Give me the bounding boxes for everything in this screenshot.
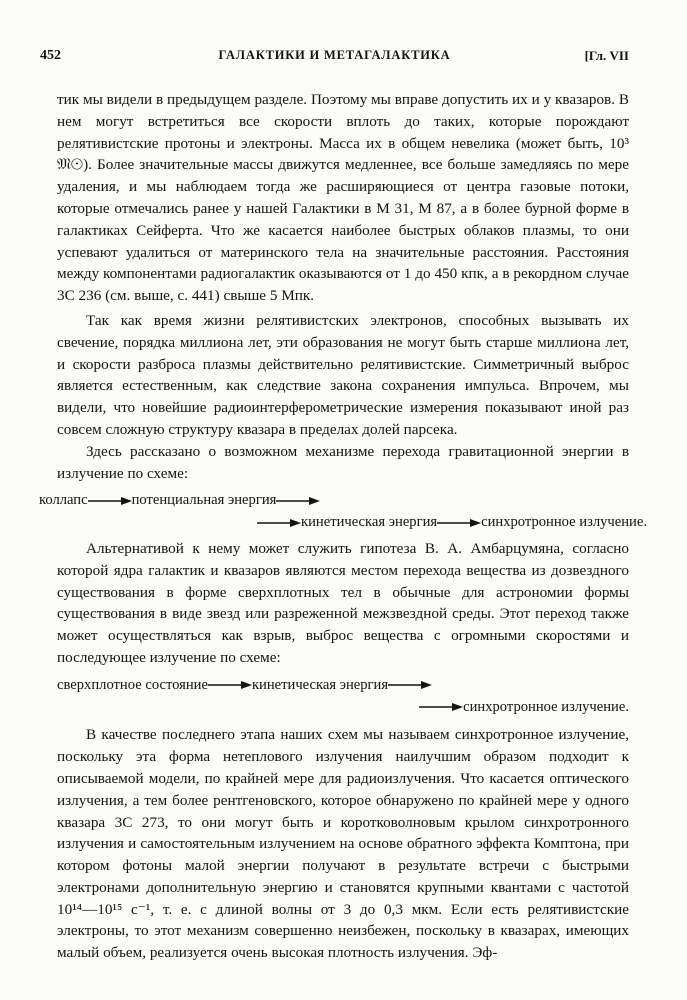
scheme-synchrotron: синхротронное излучение.	[463, 698, 629, 715]
scheme-potential-energy: потенциальная энергия	[131, 492, 277, 509]
paragraph-4: Альтернативой к нему может служить гипотеза В. А. Амбарцумяна, согласно которой ядра галактик и квазаров являются местом перехода вещества из дозвездного существования в форме сверхплотных тел в обычные для астрономии формы существования в виде звезд или разреженной межзвездной среды. Этот переход также может осуществляться как взрыв, выброс вещества с огромными скоростями и последующее излучение по схеме:	[57, 539, 629, 666]
arrow-right-icon	[88, 496, 132, 506]
paragraph-5: В качестве последнего этапа наших схем мы называем синхротронное излучение, поскольку эта форма нетеплового излучения наилучшим образом подходит к описываемой модели, по крайней мере для радиоизлучения. Что касается оптического излучения, а тем более рентгеновского, которое обнаружено по крайней мере у одного квазара 3С 273, то они могут быть и коротковолновым крылом синхротронного излучения и самостоятельным излучением на основе обратного эффекта Комптона, при котором фотоны малой энергии получают в результате встречи с быстрыми электронами дополнительную энергию и становятся крупными квантами с частотой 10¹⁴—10¹⁵ с⁻¹, т. е. с длиной волны от 3 до 0,3 мкм. Если есть релятивистские электроны, то этот механизм совершенно неизбежен, поскольку в квазарах, имеющих малый объем, реализуется очень высокая плотность излучения. Эф-	[57, 726, 629, 962]
arrow-right-icon	[257, 518, 301, 528]
arrow-right-icon	[276, 496, 320, 506]
scheme-gravitational	[39, 490, 647, 534]
scheme-line	[57, 675, 629, 697]
scheme-line	[39, 512, 647, 534]
arrow-right-icon	[388, 680, 432, 690]
page-number: 452	[40, 48, 61, 63]
scheme-collapse: коллапс	[39, 492, 88, 509]
chapter-label: [Гл. VII	[584, 48, 629, 63]
scheme-kinetic-energy: кинетическая энергия	[251, 676, 389, 693]
running-title: ГАЛАКТИКИ И МЕТАГАЛАКТИКА	[218, 48, 451, 62]
page-body	[39, 89, 647, 964]
arrow-right-icon	[208, 680, 252, 690]
paragraph-3: Здесь рассказано о возможном механизме перехода гравитационной энергии в излучение по схеме:	[57, 442, 629, 482]
paragraph-2: Так как время жизни релятивистских электронов, способных вызывать их свечение, порядка миллиона лет, эти образования не могут быть старше миллиона лет, и скорости разброса плазмы действительно релятивистские. Симметричный выброс является естественным, как следствие закона сохранения импульса. Впрочем, мы видели, что новейшие радиоинтерферометрические измерения показывают иной раз совсем сложную структуру квазара в пределах долей парсека.	[57, 311, 629, 438]
arrow-right-icon	[419, 702, 463, 712]
scheme-superdense	[57, 675, 629, 719]
scheme-line	[39, 490, 647, 512]
scheme-synchrotron: синхротронное излучение.	[481, 514, 647, 531]
scheme-line	[57, 697, 629, 719]
running-header	[40, 48, 629, 70]
scheme-kinetic-energy: кинетическая энергия	[301, 514, 438, 531]
paragraph-1: тик мы видели в предыдущем разделе. Поэтому мы вправе допустить их и у квазаров. В нем могут встретиться все скорости вплоть до таких, которые порождают релятивистские протоны и электроны. Масса их в общем невелика (может быть, 10³ 𝔐☉). Более значительные массы движутся медленнее, все больше замедляясь по мере удаления, и мы наблюдаем тогда же расширяющиеся от центра газовые потоки, которые отмечались ранее у нашей Галактики в М 31, М 87, а в более бурной форме в галактиках Сейферта. Что же касается наиболее быстрых облаков плазмы, то они успевают удалиться от материнского тела на значительные расстояния. Расстояния между компонентами радиогалактик оказываются от 1 до 450 кпк, а в рекордном случае 3С 236 (см. выше, с. 441) свыше 5 Мпк.	[57, 91, 629, 305]
scheme-superdense-state: сверхплотное состояние	[57, 676, 208, 693]
arrow-right-icon	[437, 518, 481, 528]
